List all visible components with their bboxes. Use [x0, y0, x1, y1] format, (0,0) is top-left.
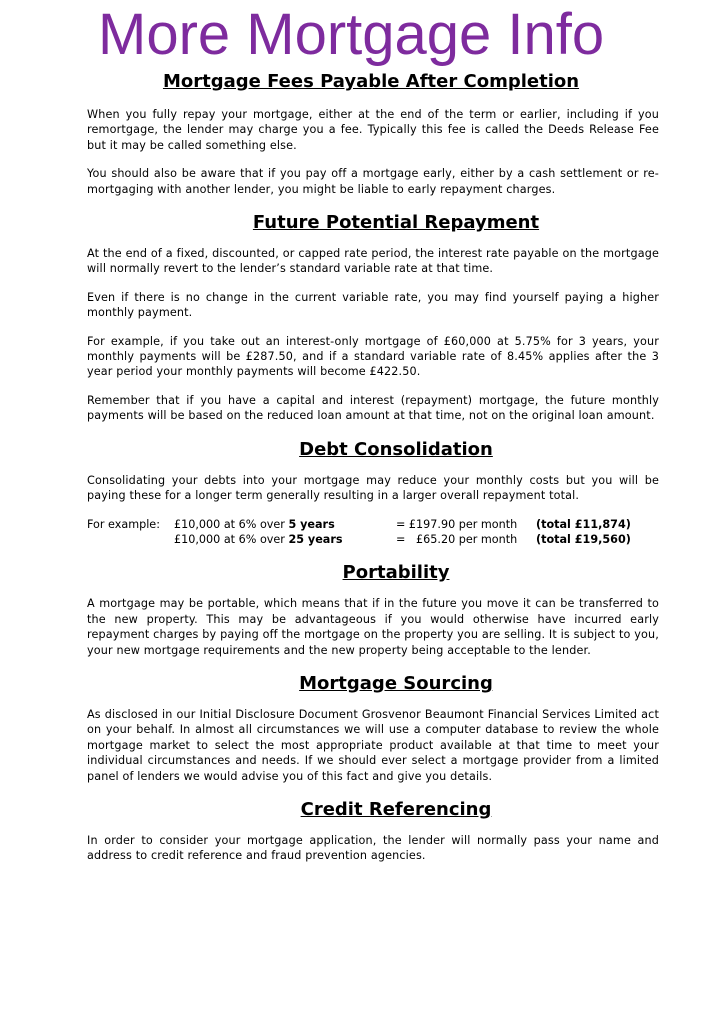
- mortgage-sourcing-heading: Mortgage Sourcing: [299, 672, 493, 694]
- future-paragraph-2: Even if there is no change in the current variable rate, you may find yourself paying a higher monthly payment.: [87, 290, 659, 320]
- example-payment: = £197.90 per month: [396, 517, 518, 531]
- debt-example-table: [87, 517, 659, 548]
- example-row: [87, 517, 659, 532]
- credit-paragraph-1: In order to consider your mortgage application, the lender will normally pass your name and address to credit reference and fraud prevention agencies.: [87, 833, 659, 863]
- example-total: (total £19,560): [536, 532, 631, 546]
- future-paragraph-4: Remember that if you have a capital and interest (repayment) mortgage, the future monthly payments will be based on the reduced loan amount at that time, not on the original loan amount.: [87, 393, 659, 423]
- example-loan: £10,000 at 6% over 5 years: [174, 517, 335, 531]
- example-payment: = £65.20 per month: [396, 532, 518, 546]
- credit-referencing-heading: Credit Referencing: [300, 798, 492, 820]
- future-repayment-heading: Future Potential Repayment: [252, 212, 540, 234]
- example-row: [87, 532, 659, 547]
- example-label: For example:: [87, 517, 160, 531]
- portability-paragraph-1: A mortgage may be portable, which means that if in the future you move it can be transferred to the new property. This may be advantageous if you would otherwise have incurred early repayment charges by paying off the mortgage on the property you are selling. It is subject to you, your new mortgage requirements and the new property being acceptable to the lender.: [87, 597, 659, 657]
- fees-paragraph-1: When you fully repay your mortgage, either at the end of the term or earlier, including if you remortgage, the lender may charge you a fee. Typically this fee is called the Deeds Release Fee but it may be called something else.: [87, 108, 659, 152]
- future-paragraph-3: For example, if you take out an interest-only mortgage of £60,000 at 5.75% for 3 years, your monthly payments will be £287.50, and if a standard variable rate of 8.45% applies after the 3 year period your monthly payments will become £422.50.: [87, 334, 659, 379]
- debt-consolidation-heading: Debt Consolidation: [299, 438, 493, 460]
- example-spacer: [300, 532, 396, 547]
- example-total: (total £11,874): [536, 517, 631, 531]
- page-title: More Mortgage Info: [98, 2, 605, 67]
- fees-paragraph-2: You should also be aware that if you pay off a mortgage early, either by a cash settlement or re-mortgaging with another lender, you might be liable to early repayment charges.: [87, 167, 659, 196]
- example-label-spacer: [87, 532, 174, 547]
- sourcing-paragraph-1: As disclosed in our Initial Disclosure Document Grosvenor Beaumont Financial Services Limited act on your behalf. In almost all circumstances we will use a computer database to review the whole mortgage market to select the most appropriate product available at that time to meet your individual circumstances and needs. If we should ever select a mortgage provider from a limited panel of lenders we would advise you of this fact and give you details.: [87, 707, 659, 783]
- portability-heading: Portability: [342, 562, 450, 584]
- future-paragraph-1: At the end of a fixed, discounted, or capped rate period, the interest rate payable on the mortgage will normally revert to the lender’s standard variable rate at that time.: [87, 247, 659, 276]
- example-loan: £10,000 at 6% over 25 years: [174, 532, 343, 546]
- example-spacer: [300, 517, 396, 532]
- page-subtitle: Mortgage Fees Payable After Completion: [162, 71, 580, 92]
- debt-paragraph-1: Consolidating your debts into your mortgage may reduce your monthly costs but you will be paying these for a longer term generally resulting in a larger overall repayment total.: [87, 473, 659, 503]
- document-body: [87, 107, 659, 877]
